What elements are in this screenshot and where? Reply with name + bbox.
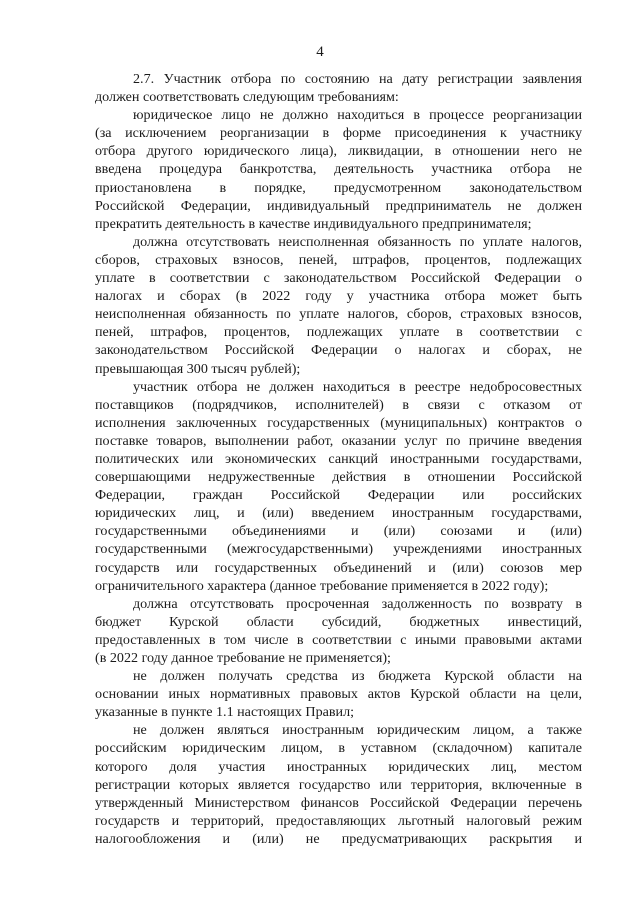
paragraph: [95, 233, 582, 378]
document-body: [95, 70, 582, 848]
text-line: превышающая 300 тысяч рублей);: [95, 360, 301, 377]
text-line: неисполненная обязанность по уплате налогов, сборов, страховых взносов,: [95, 306, 582, 323]
text-line: государственными объединениями и (или) союзами и (или): [95, 523, 582, 540]
paragraph: [95, 721, 582, 848]
text-line: должна отсутствовать просроченная задолженность по возврату в: [133, 595, 582, 612]
text-line: пеней, штрафов, процентов, подлежащих уплате в соответствии с: [95, 324, 582, 341]
text-line: государств и территорий, предоставляющих льготный налоговый режим: [95, 812, 582, 829]
paragraph: [95, 378, 582, 595]
paragraph: [95, 667, 582, 721]
paragraph: [95, 106, 582, 233]
text-line: указанные в пункте 1.1 настоящих Правил;: [95, 704, 355, 721]
text-line: введена процедура банкротства, деятельность участника отбора не: [95, 161, 582, 178]
text-line: юридическое лицо не должно находиться в процессе реорганизации: [133, 107, 582, 124]
text-line: поставке товаров, выполнении работ, оказании услуг по причине введения: [95, 432, 582, 449]
text-line: которого доля участия иностранных юридических лиц, местом: [95, 758, 582, 775]
text-line: налогах и сборах (в 2022 году у участника отбора может быть: [95, 288, 582, 305]
text-line: уплате в соответствии с законодательством Российской Федерации о: [95, 270, 582, 287]
text-line: Российской Федерации, индивидуальный предприниматель не должен: [95, 197, 582, 214]
text-line: основании иных нормативных правовых актов Курской области на цели,: [95, 686, 582, 703]
text-line: не должен являться иностранным юридическим лицом, а также: [133, 722, 582, 739]
text-line: регистрации которых является государство или территория, включенные в: [95, 776, 582, 793]
text-line: не должен получать средства из бюджета Курской области на: [133, 668, 582, 685]
text-line: отбора другого юридического лица), ликвидации, в отношении него не: [95, 143, 582, 160]
text-line: исполнения заключенных государственных (муниципальных) контрактов о: [95, 414, 582, 431]
text-line: юридических лиц, и (или) введением иностранным государствами,: [95, 505, 582, 522]
text-line: российским юридическим лицом, в уставном (складочном) капитале: [95, 740, 582, 757]
text-line: предоставленных в том числе в соответствии с иными правовыми актами: [95, 631, 582, 648]
text-line: (за исключением реорганизации в форме присоединения к участнику: [95, 125, 582, 142]
text-line: прекратить деятельность в качестве индивидуального предпринимателя;: [95, 215, 532, 232]
text-line: утвержденный Министерством финансов Российской Федерации перечень: [95, 794, 582, 811]
text-line: государственными (межгосударственными) учреждениями иностранных: [95, 541, 582, 558]
text-line: законодательством Российской Федерации о налогах и сборах, не: [95, 342, 582, 359]
text-line: приостановлена в порядке, предусмотренном законодательством: [95, 179, 582, 196]
paragraph: [95, 70, 582, 106]
text-line: Федерации, граждан Российской Федерации или российских: [95, 487, 582, 504]
text-line: участник отбора не должен находиться в реестре недобросовестных: [133, 378, 582, 395]
text-line: ограничительного характера (данное требование применяется в 2022 году);: [95, 577, 549, 594]
paragraph: [95, 595, 582, 667]
text-line: поставщиков (подрядчиков, исполнителей) в связи с отказом от: [95, 396, 582, 413]
text-line: бюджет Курской области субсидий, бюджетных инвестиций,: [95, 613, 582, 630]
text-line: должен соответствовать следующим требованиям:: [95, 89, 399, 106]
page-number: 4: [316, 44, 324, 60]
text-line: 2.7. Участник отбора по состоянию на дату регистрации заявления: [133, 71, 582, 87]
text-line: (в 2022 году данное требование не применяется);: [95, 650, 391, 666]
text-line: сборов, страховых взносов, пеней, штрафов, процентов, подлежащих: [95, 251, 582, 268]
text-line: государств или государственных объединений и (или) союзов мер: [95, 559, 582, 576]
text-line: совершающими недружественные действия в отношении Российской: [95, 469, 582, 486]
text-line: налогообложения и (или) не предусматривающих раскрытия и: [95, 830, 582, 847]
text-line: политических или экономических санкций иностранными государствами,: [95, 450, 582, 467]
text-line: должна отсутствовать неисполненная обязанность по уплате налогов,: [133, 233, 582, 250]
